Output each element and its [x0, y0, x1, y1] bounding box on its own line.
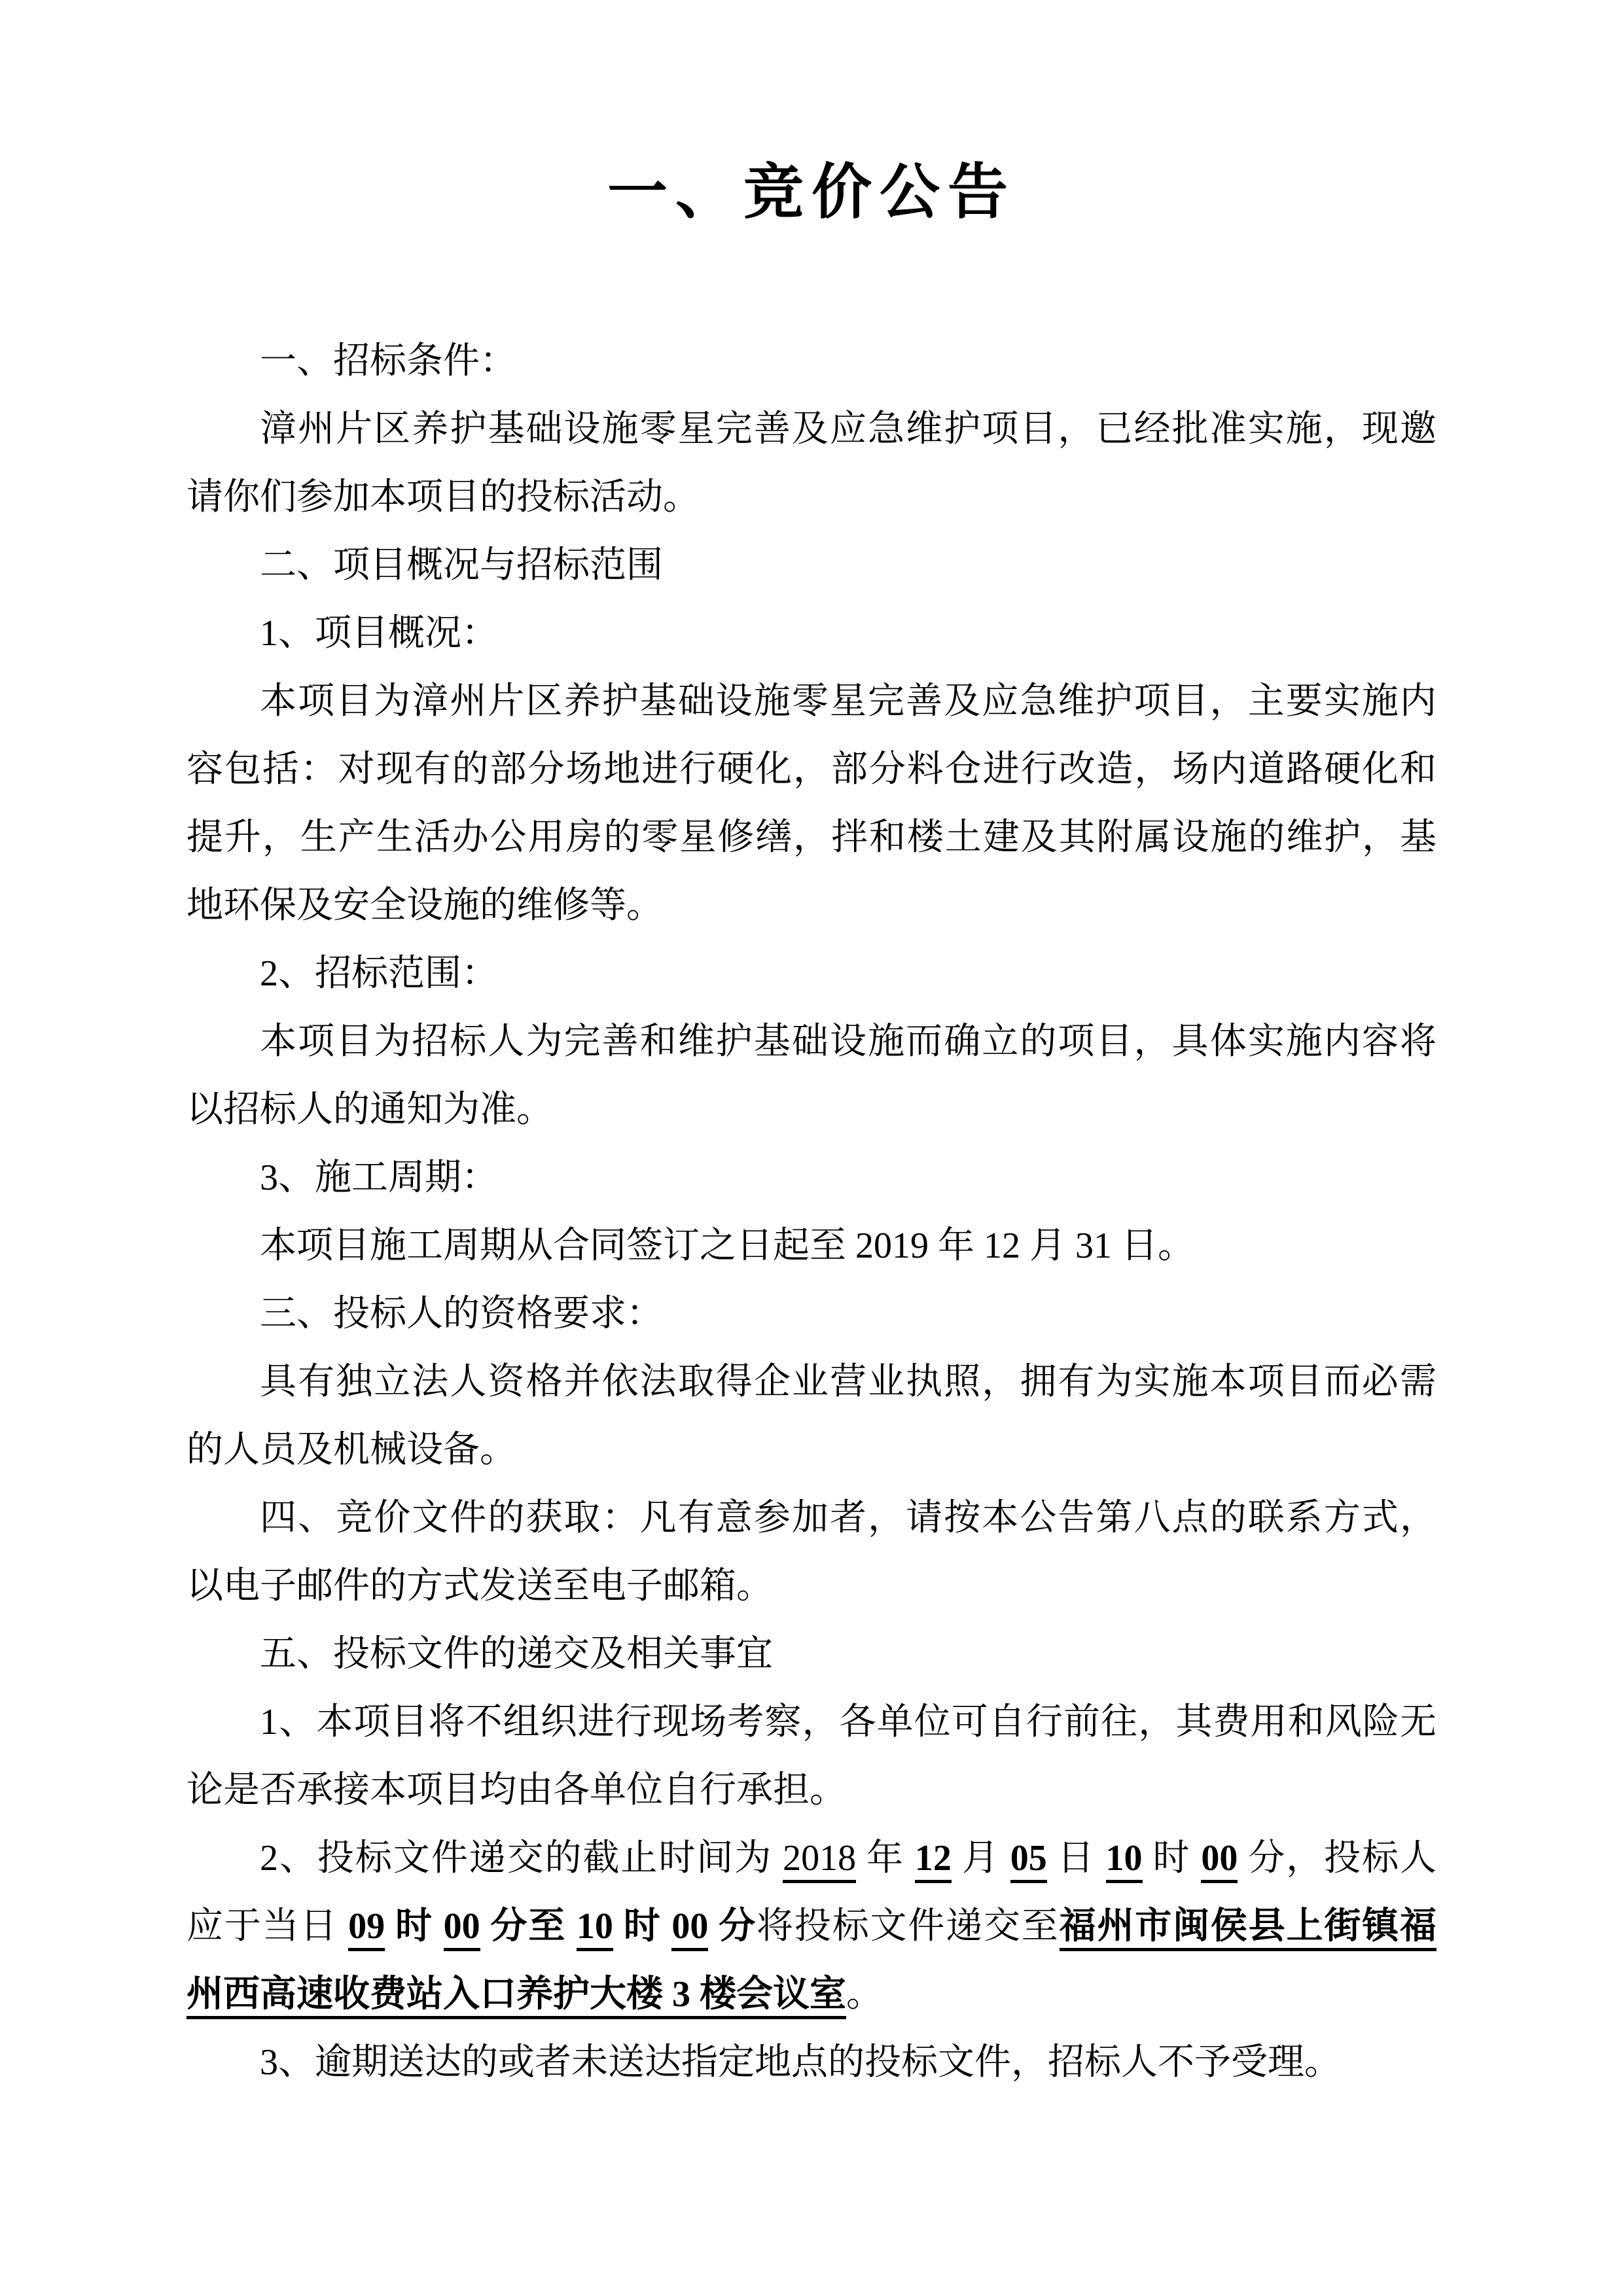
text-run: 分 [708, 1906, 757, 1947]
text-run: 本项目为漳州片区养护基础设施零星完善及应急维护项目，主要实施内 [260, 681, 1436, 722]
text-line [187, 1620, 1436, 1688]
text-run: 四、竞价文件的获取：凡有意参加者，请按本公告第八点的联系方式， [260, 1498, 1436, 1538]
text-run: 一、招标条件： [260, 341, 516, 381]
text-run: 以招标人的通知为准。 [187, 1089, 553, 1130]
text-line [187, 1008, 1436, 1076]
text-run: 本项目为招标人为完善和维护基础设施而确立的项目，具体实施内容将 [260, 1021, 1436, 1062]
text-run: 论是否承接本项目均由各单位自行承担。 [187, 1770, 846, 1810]
text-line [187, 1212, 1436, 1280]
text-run: 二、项目概况与招标范围 [260, 545, 663, 586]
text-line [187, 1552, 1436, 1620]
text-line [187, 872, 1436, 940]
text-line [187, 940, 1436, 1008]
text-line [187, 327, 1436, 395]
text-run: 容包括：对现有的部分场地进行硬化，部分料仓进行改造，场内道路硬化和 [187, 749, 1436, 790]
text-run: 时 [1142, 1838, 1202, 1879]
text-line [187, 1824, 1436, 1892]
text-line [187, 395, 1436, 463]
text-run: 10 [577, 1906, 613, 1951]
text-run: 3、施工周期： [260, 1157, 498, 1198]
text-line [187, 1960, 1436, 2028]
text-run: 12 [915, 1838, 952, 1883]
text-line [187, 1756, 1436, 1824]
text-run: 提升，生产生活办公用房的零星修缮，拌和楼土建及其附属设施的维护，基 [187, 817, 1436, 858]
text-run: 1、本项目将不组织进行现场考察，各单位可自行前往，其费用和风险无 [260, 1702, 1436, 1742]
text-run: 05 [1010, 1838, 1047, 1883]
text-run: 请你们参加本项目的投标活动。 [187, 477, 700, 518]
text-run: 具有独立法人资格并依法取得企业营业执照，拥有为实施本项目而必需 [260, 1362, 1436, 1402]
text-run: 年 [856, 1838, 915, 1879]
text-line [187, 1484, 1436, 1552]
document-body [187, 327, 1436, 2096]
text-run: 本项目施工周期从合同签订之日起至 2019 年 12 月 31 日。 [260, 1226, 1194, 1266]
text-line [187, 531, 1436, 599]
text-run: 00 [671, 1906, 708, 1951]
text-line [187, 804, 1436, 872]
text-line [187, 1416, 1436, 1484]
text-line [187, 735, 1436, 804]
text-run: 月 [951, 1838, 1010, 1879]
text-run: 的人员及机械设备。 [187, 1430, 516, 1470]
text-run: 地环保及安全设施的维修等。 [187, 885, 663, 926]
text-line [187, 599, 1436, 667]
text-run: 漳州片区养护基础设施零星完善及应急维护项目，已经批准实施，现邀 [260, 409, 1436, 450]
text-run: 五、投标文件的递交及相关事宜 [260, 1634, 773, 1674]
text-line [187, 2028, 1436, 2096]
text-run: 10 [1106, 1838, 1143, 1883]
text-run: 应于当日 [187, 1906, 349, 1947]
text-run: 分至 [480, 1906, 577, 1947]
text-line [187, 1892, 1436, 1960]
text-run: 分，投标人 [1238, 1838, 1436, 1879]
text-line [187, 463, 1436, 531]
text-run: 将投标文件递交至 [757, 1906, 1060, 1947]
text-run: 00 [444, 1906, 480, 1951]
text-run: 时 [613, 1906, 672, 1947]
text-run: 2、招标范围： [260, 953, 498, 994]
text-line [187, 1144, 1436, 1212]
text-line [187, 667, 1436, 735]
text-run: 1、项目概况： [260, 613, 498, 654]
text-run: 时 [385, 1906, 444, 1947]
text-run: 2018 [783, 1838, 856, 1883]
text-run: 日 [1046, 1838, 1106, 1879]
text-run: 以电子邮件的方式发送至电子邮箱。 [187, 1566, 773, 1606]
text-line [187, 1076, 1436, 1144]
text-run: 09 [348, 1906, 385, 1951]
text-line [187, 1348, 1436, 1416]
text-run: 2、投标文件递交的截止时间为 [260, 1838, 783, 1879]
page-title: 一、竞价公告 [607, 159, 1016, 226]
text-run: 。 [846, 1974, 883, 2015]
text-run: 州西高速收费站入口养护大楼 3 楼会议室 [187, 1974, 846, 2019]
text-run: 三、投标人的资格要求： [260, 1294, 663, 1334]
text-run: 00 [1201, 1838, 1238, 1883]
text-run: 3、逾期送达的或者未送达指定地点的投标文件，招标人不予受理。 [260, 2042, 1341, 2083]
text-run: 福州市闽侯县上街镇福 [1060, 1906, 1436, 1951]
text-line [187, 1280, 1436, 1348]
text-line [187, 1688, 1436, 1756]
